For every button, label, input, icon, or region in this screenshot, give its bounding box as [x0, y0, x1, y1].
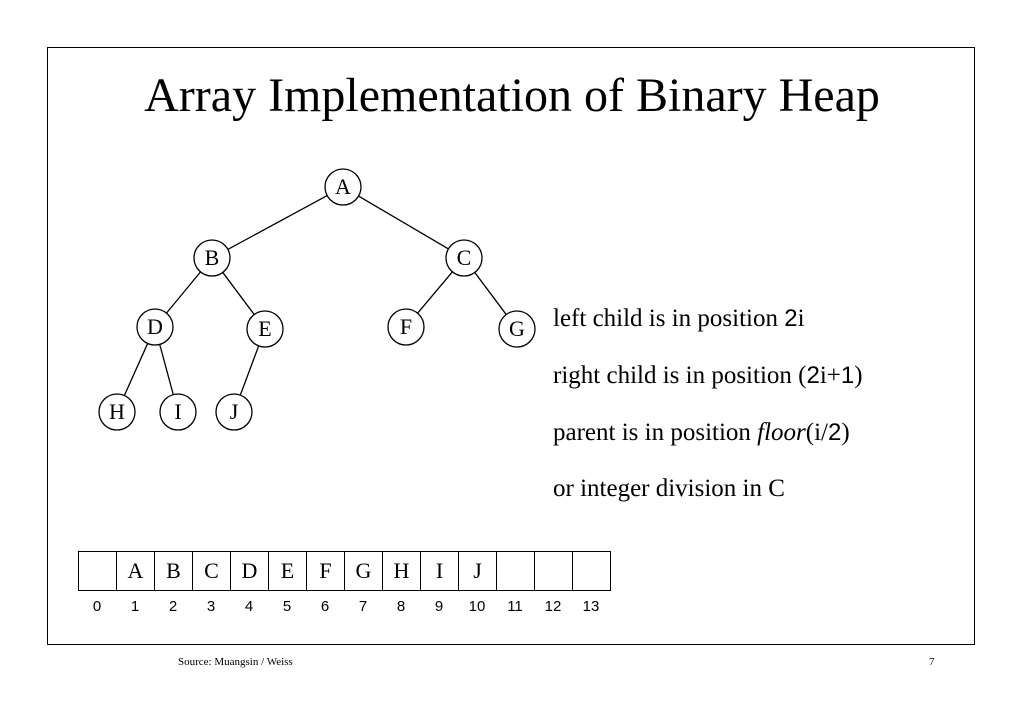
- tree-node-label: A: [335, 174, 351, 199]
- tree-node-label: E: [258, 316, 272, 341]
- tree-node-label: J: [229, 399, 239, 424]
- tree-node-label: B: [204, 245, 220, 270]
- edge-d-i: [160, 344, 174, 394]
- tree-node-label: I: [174, 399, 182, 424]
- tree-node-i: [160, 394, 196, 430]
- tree-node-a: [325, 169, 361, 205]
- array-cell-8: H: [382, 551, 421, 591]
- array-index-3: 3: [206, 598, 216, 615]
- edge-d-h: [124, 343, 147, 395]
- tree-node-label: C: [456, 245, 472, 270]
- tree-node-e: [247, 311, 283, 347]
- slide-title: Array Implementation of Binary Heap: [144, 69, 880, 122]
- page-number: 7: [929, 656, 935, 668]
- footer-source: Source: Muangsin / Weiss: [178, 656, 293, 668]
- tree-node-f: [388, 309, 424, 345]
- array-cell-1: A: [116, 551, 155, 591]
- edge-b-e: [223, 272, 254, 314]
- array-index-9: 9: [434, 598, 444, 615]
- edge-c-f: [418, 272, 453, 313]
- edge-b-d: [166, 272, 200, 313]
- heap-array-indices: [78, 598, 610, 615]
- array-index-7: 7: [358, 598, 368, 615]
- edge-a-c: [359, 196, 449, 249]
- tree-node-label: F: [399, 314, 413, 339]
- rule-parent: parent is in position floor(i/2): [553, 419, 850, 446]
- heap-array: [78, 551, 611, 591]
- array-cell-3: C: [192, 551, 231, 591]
- array-index-10: 10: [468, 598, 486, 615]
- tree-node-b: [194, 240, 230, 276]
- edge-e-j: [240, 346, 258, 395]
- array-cell-7: G: [344, 551, 383, 591]
- edge-c-g: [475, 272, 506, 314]
- array-cell-0: [78, 551, 117, 591]
- tree-node-label: G: [509, 316, 525, 341]
- tree-node-label: H: [109, 399, 125, 424]
- array-cell-11: [496, 551, 535, 591]
- array-index-6: 6: [320, 598, 330, 615]
- array-index-1: 1: [130, 598, 140, 615]
- tree-node-label: D: [147, 314, 163, 339]
- array-index-5: 5: [282, 598, 292, 615]
- array-index-0: 0: [92, 598, 102, 615]
- array-index-11: 11: [507, 598, 523, 615]
- array-cell-9: I: [420, 551, 459, 591]
- array-cell-5: E: [268, 551, 307, 591]
- tree-node-g: [499, 311, 535, 347]
- array-index-4: 4: [244, 598, 254, 615]
- array-cell-12: [534, 551, 573, 591]
- array-index-13: 13: [582, 598, 600, 615]
- tree-node-d: [137, 309, 173, 345]
- array-cell-4: D: [230, 551, 269, 591]
- array-index-2: 2: [168, 598, 178, 615]
- array-cell-13: [572, 551, 611, 591]
- array-index-8: 8: [396, 598, 406, 615]
- tree-node-h: [99, 394, 135, 430]
- tree-node-j: [216, 394, 252, 430]
- rule-integer-division: or integer division in C: [553, 475, 785, 502]
- rule-right-child: right child is in position (2i+1): [553, 362, 863, 389]
- rule-left-child: left child is in position 2i: [553, 305, 805, 332]
- array-index-12: 12: [544, 598, 562, 615]
- tree-node-c: [446, 240, 482, 276]
- edge-a-b: [228, 196, 327, 250]
- array-cell-2: B: [154, 551, 193, 591]
- array-cell-6: F: [306, 551, 345, 591]
- array-cell-10: J: [458, 551, 497, 591]
